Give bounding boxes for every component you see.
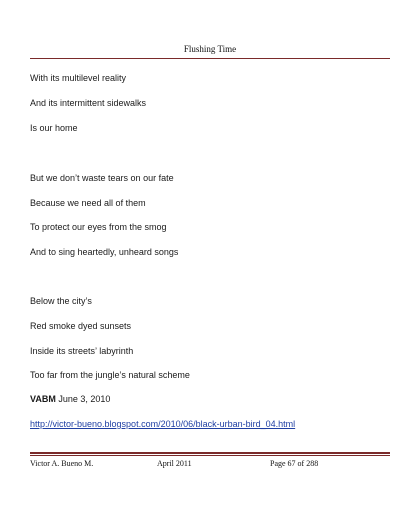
poem-line: Is our home — [30, 123, 78, 133]
poem-line: To protect our eyes from the smog — [30, 222, 167, 232]
link-line — [30, 419, 295, 429]
poem-line: And to sing heartedly, unheard songs — [30, 247, 179, 257]
poem-line: With its multilevel reality — [30, 73, 127, 83]
header-rule — [30, 58, 390, 59]
footer-rule — [30, 452, 390, 454]
footer-page-number: Page 67 of 288 — [270, 459, 319, 468]
poem-line: Too far from the jungle’s natural scheme — [30, 370, 190, 380]
signature-initials: VABM — [30, 394, 56, 404]
poem-line: Inside its streets’ labyrinth — [30, 346, 134, 356]
footer-date: April 2011 — [157, 459, 192, 468]
poem-line: Red smoke dyed sunsets — [30, 321, 132, 331]
footer-rule-thin — [30, 455, 390, 456]
poem-line: But we don’t waste tears on our fate — [30, 173, 174, 183]
poem-line: Because we need all of them — [30, 198, 146, 208]
blog-link[interactable]: http://victor-bueno.blogspot.com/2010/06/black-urban-bird_04.html — [30, 419, 296, 429]
running-header: Flushing Time — [183, 44, 237, 54]
poem-line: And its intermittent sidewalks — [30, 98, 147, 108]
signature-line — [30, 394, 110, 404]
poem-line: Below the city’s — [30, 296, 92, 306]
signature-date: June 3, 2010 — [55, 394, 111, 404]
footer-author: Victor A. Bueno M. — [30, 459, 94, 468]
